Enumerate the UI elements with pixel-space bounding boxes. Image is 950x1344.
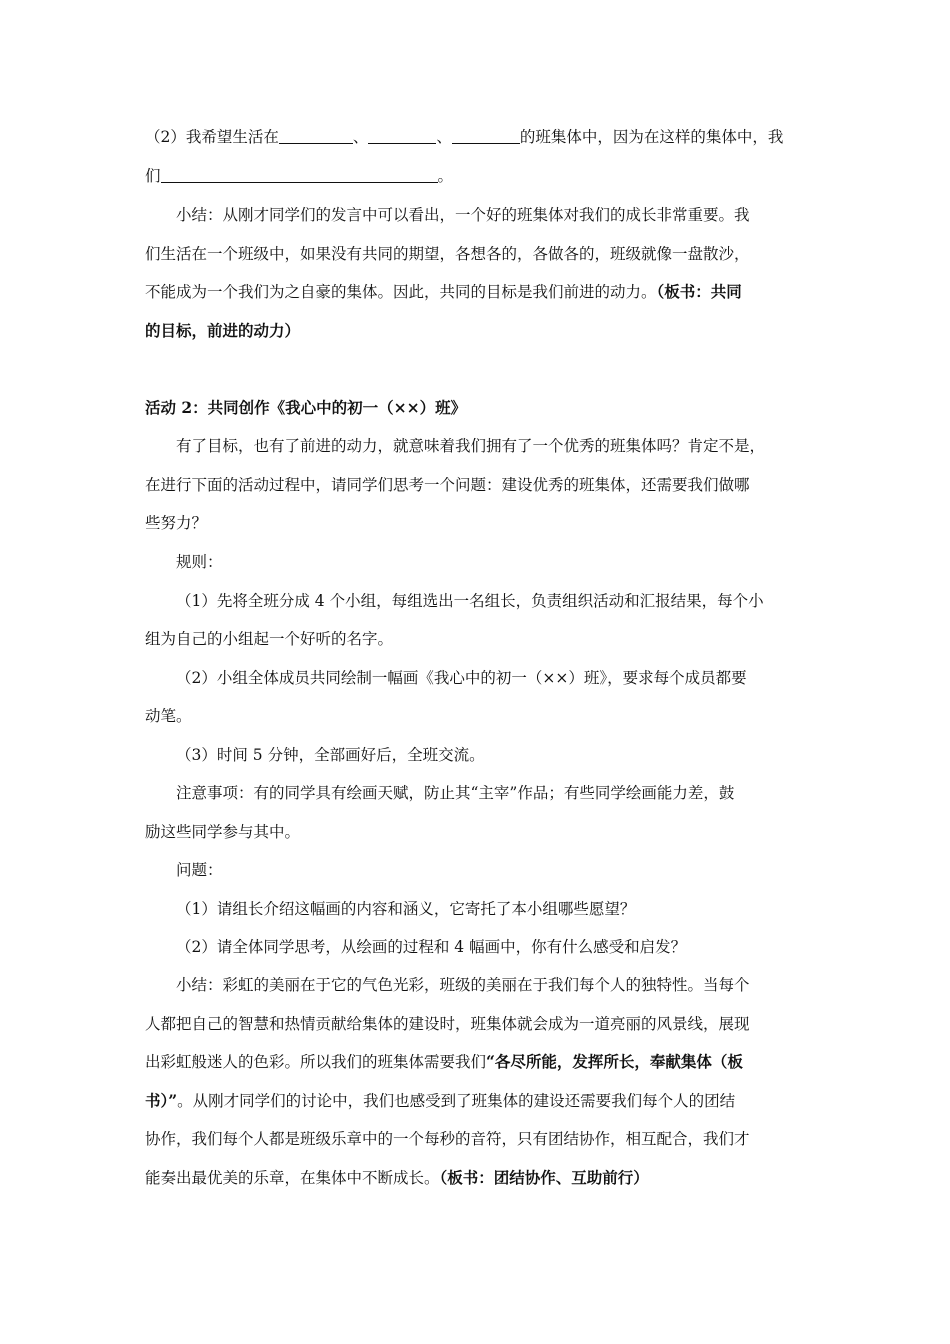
intro-line: 些努力？ xyxy=(145,514,208,532)
board-note: 的目标，前进的动力） xyxy=(145,320,301,340)
board-note: （板书：团结协作、互助前行） xyxy=(439,1167,649,1187)
summary1-line: 小结：从刚才同学们的发言中可以看出，一个好的班集体对我们的成长非常重要。我 xyxy=(176,206,750,224)
item2-line2-end: 。 xyxy=(437,166,454,185)
rule-1-cont: 组为自己的小组起一个好听的名字。 xyxy=(145,630,394,648)
blank-3 xyxy=(452,128,520,144)
blank-2 xyxy=(368,128,436,144)
item2-line2-prefix: 们 xyxy=(145,166,161,185)
rules-label: 规则： xyxy=(176,553,223,571)
summary1-line: 们生活在一个班级中，如果没有共同的期望，各想各的，各做各的，班级就像一盘散沙， xyxy=(145,244,750,263)
board-note: （板书：共同 xyxy=(656,282,742,301)
summary-1 xyxy=(145,196,810,350)
rule-2-cont: 动笔。 xyxy=(145,707,192,725)
rules-section xyxy=(145,543,810,967)
summary2-text: 能奏出最优美的乐章，在集体中不断成长。 xyxy=(145,1168,440,1187)
blank-1 xyxy=(279,128,353,144)
summary1-text: 不能成为一个我们为之自豪的集体。因此，共同的目标是我们前进的动力。 xyxy=(145,283,657,301)
blank-4 xyxy=(161,167,438,183)
note-cont: 励这些同学参与其中。 xyxy=(145,822,301,841)
summary2-text: 。从刚才同学们的讨论中，我们也感受到了班集体的建设还需要我们每个人的团结 xyxy=(177,1091,736,1110)
rule-2: （2）小组全体成员共同绘制一幅画《我心中的初一（××）班》，要求每个成员都要 xyxy=(176,668,747,687)
question-1: （1）请组长介绍这幅画的内容和涵义，它寄托了本小组哪些愿望？ xyxy=(176,899,636,918)
summary-2 xyxy=(145,966,810,1197)
summary2-line: 人都把自己的智慧和热情贡献给集体的建设时，班集体就会成为一道亮丽的风景线，展现 xyxy=(145,1014,750,1033)
summary2-line: 协作，我们每个人都是班级乐章中的一个每秒的音符，只有团结协作，相互配合，我们才 xyxy=(145,1130,750,1148)
separator: 、 xyxy=(436,128,452,146)
intro-line: 有了目标，也有了前进的动力，就意味着我们拥有了一个优秀的班集体吗？肯定不是， xyxy=(176,437,766,455)
activity-2-heading: 活动 2：共同创作《我心中的初一（××）班》 xyxy=(145,398,467,417)
board-note: “各尽所能，发挥所长，奉献集体（板 xyxy=(486,1052,743,1071)
summary2-line: 小结：彩虹的美丽在于它的气色光彩，班级的美丽在于我们每个人的独特性。当每个 xyxy=(176,976,750,994)
intro-line: 在进行下面的活动过程中，请同学们思考一个问题：建设优秀的班集体，还需要我们做哪 xyxy=(145,475,750,494)
fill-in-item-2 xyxy=(145,118,810,195)
questions-label: 问题： xyxy=(176,861,223,879)
separator: 、 xyxy=(352,128,369,146)
item2-prefix: （2）我希望生活在 xyxy=(145,128,279,146)
board-note: 书）” xyxy=(145,1090,178,1110)
rule-3: （3）时间 5 分钟，全部画好后，全班交流。 xyxy=(176,745,485,764)
summary2-text: 出彩虹般迷人的色彩。所以我们的班集体需要我们 xyxy=(145,1053,487,1071)
rule-1: （1）先将全班分成 4 个小组，每组选出一名组长，负责组织活动和汇报结果，每个小 xyxy=(176,591,764,610)
item2-suffix: 的班集体中，因为在这样的集体中，我 xyxy=(519,128,784,146)
activity-2-intro xyxy=(145,427,810,543)
note: 注意事项：有的同学具有绘画天赋，防止其“主宰”作品；有些同学绘画能力差，鼓 xyxy=(176,784,735,802)
question-2: （2）请全体同学思考，从绘画的过程和 4 幅画中，你有什么感受和启发？ xyxy=(176,938,687,956)
